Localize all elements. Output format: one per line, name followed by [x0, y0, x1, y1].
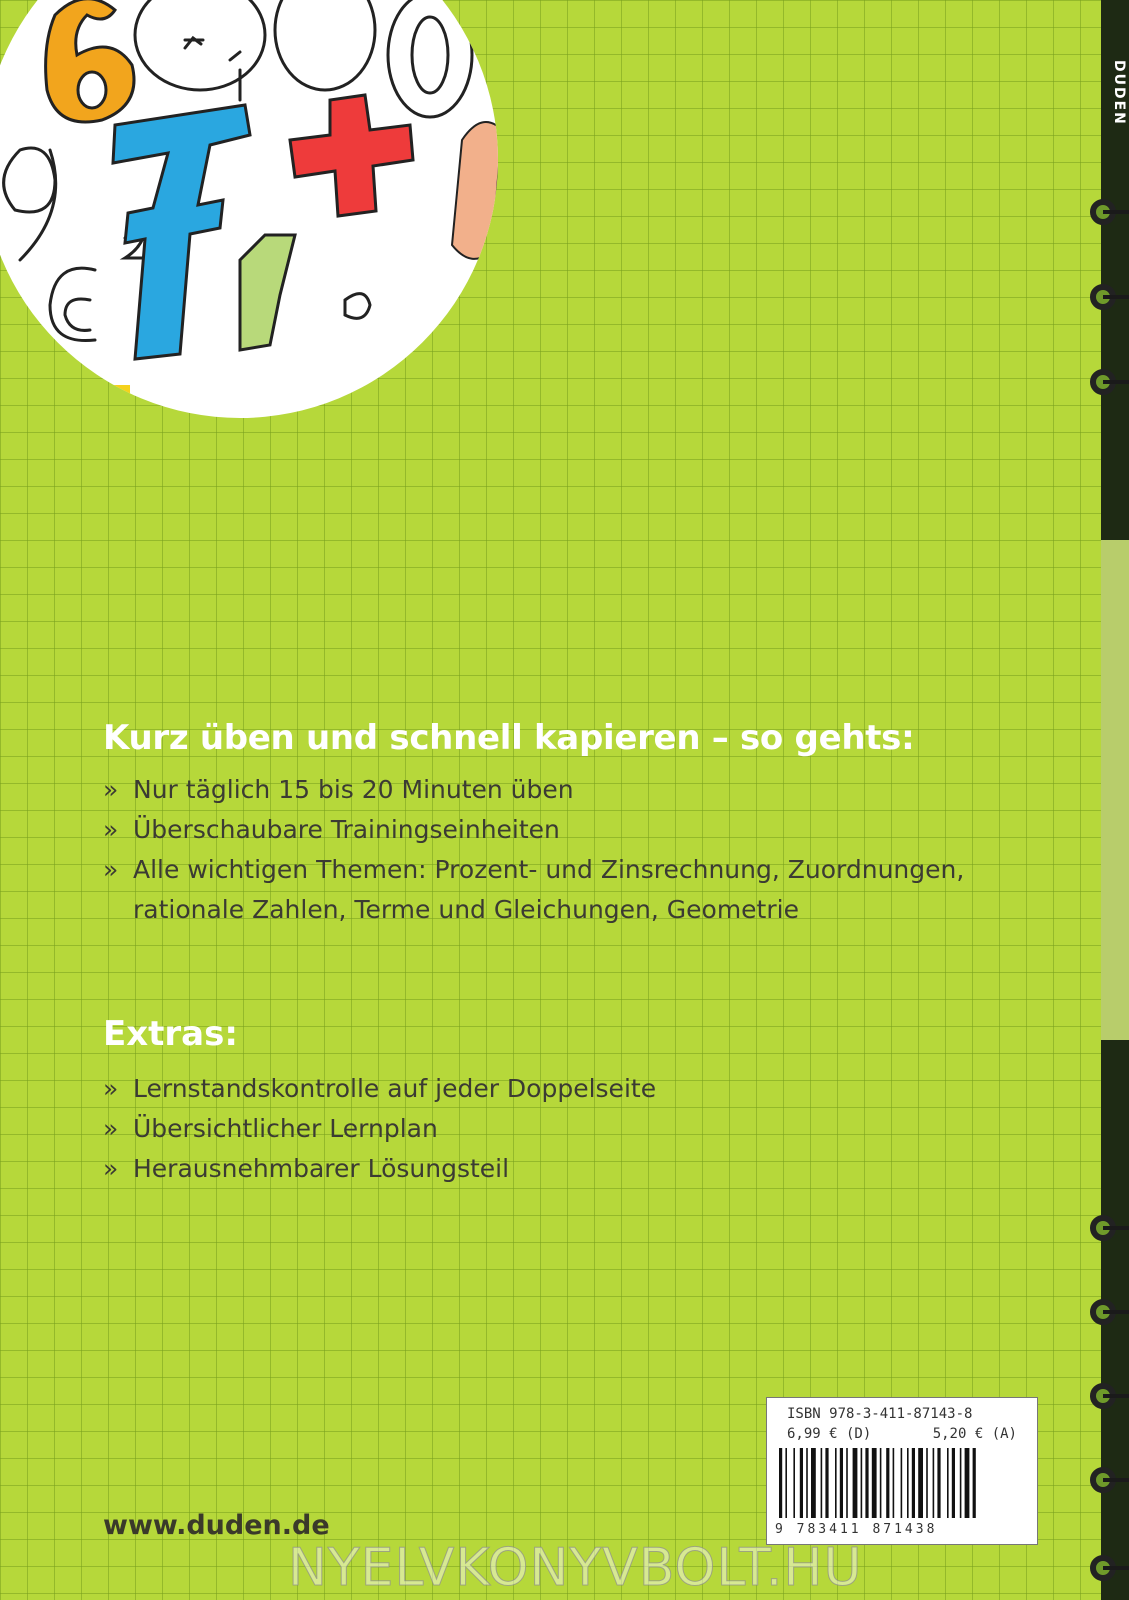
barcode-digits: 9 783411 871438: [775, 1522, 938, 1537]
barcode-bar: [880, 1448, 882, 1518]
barcode-bar: [937, 1448, 940, 1518]
list-item: » Übersichtlicher Lernplan: [103, 1109, 903, 1149]
barcode-bar: [973, 1448, 976, 1518]
bullet-marker: »: [103, 775, 119, 804]
barcode-bar: [806, 1448, 808, 1518]
barcode-bar: [918, 1448, 923, 1518]
barcode-bar: [853, 1448, 858, 1518]
isbn-number: ISBN 978-3-411-87143-8: [787, 1406, 973, 1422]
barcode-bar: [872, 1448, 877, 1518]
barcode-bar: [907, 1448, 909, 1518]
barcode-bar: [811, 1448, 816, 1518]
barcode-bar: [785, 1448, 787, 1518]
barcode-bar: [901, 1448, 903, 1518]
extras-list: [103, 1069, 903, 1189]
barcode-bar: [965, 1448, 970, 1518]
barcode-bar: [893, 1448, 895, 1518]
barcode-bar: [825, 1448, 828, 1518]
barcode-bar: [933, 1448, 935, 1518]
feature-list: [103, 770, 1063, 930]
barcode-bar: [861, 1448, 863, 1518]
barcode-bar: [835, 1448, 837, 1518]
barcode-bar: [926, 1448, 928, 1518]
barcode-bar: [846, 1448, 848, 1518]
bullet-marker: »: [103, 1154, 119, 1183]
price-germany: 6,99 € (D): [787, 1426, 872, 1442]
spiral-binding: [1085, 0, 1129, 1600]
list-item: » Lernstandskontrolle auf jeder Doppelseite: [103, 1069, 903, 1109]
bullet-marker: »: [103, 815, 119, 844]
barcode-bar: [960, 1448, 962, 1518]
barcode-bar: [793, 1448, 795, 1518]
isbn-barcode-label: [766, 1397, 1038, 1545]
watermark: NYELVKONYVBOLT.HU: [288, 1538, 863, 1598]
barcode-bar: [840, 1448, 843, 1518]
list-item: » Überschaubare Trainingseinheiten: [103, 810, 1063, 850]
extras-heading: Extras:: [103, 1014, 238, 1054]
numbers-illustration: [0, 0, 510, 420]
barcode-bar: [800, 1448, 803, 1518]
bullet-marker: »: [103, 1114, 119, 1143]
price-austria: 5,20 € (A): [932, 1426, 1017, 1442]
list-item: » Alle wichtigen Themen: Prozent- und Zinsrechnung, Zuordnungen, rationale Zahlen, Terme und Gleichungen, Geometrie: [103, 850, 1063, 930]
barcode-bar: [821, 1448, 823, 1518]
barcode-bar: [779, 1448, 782, 1518]
barcode: [777, 1448, 1027, 1520]
main-heading: Kurz üben und schnell kapieren – so gehts:: [103, 718, 915, 758]
barcode-bar: [912, 1448, 915, 1518]
barcode-bar: [886, 1448, 889, 1518]
list-item: » Nur täglich 15 bis 20 Minuten üben: [103, 770, 1063, 810]
website-link[interactable]: www.duden.de: [103, 1510, 330, 1541]
spine-publisher-label: DUDEN: [1111, 60, 1127, 126]
barcode-bar: [947, 1448, 949, 1518]
barcode-bar: [865, 1448, 868, 1518]
bullet-marker: »: [103, 1074, 119, 1103]
bullet-marker: »: [103, 855, 119, 884]
list-item: » Herausnehmbarer Lösungsteil: [103, 1149, 903, 1189]
barcode-bar: [952, 1448, 955, 1518]
